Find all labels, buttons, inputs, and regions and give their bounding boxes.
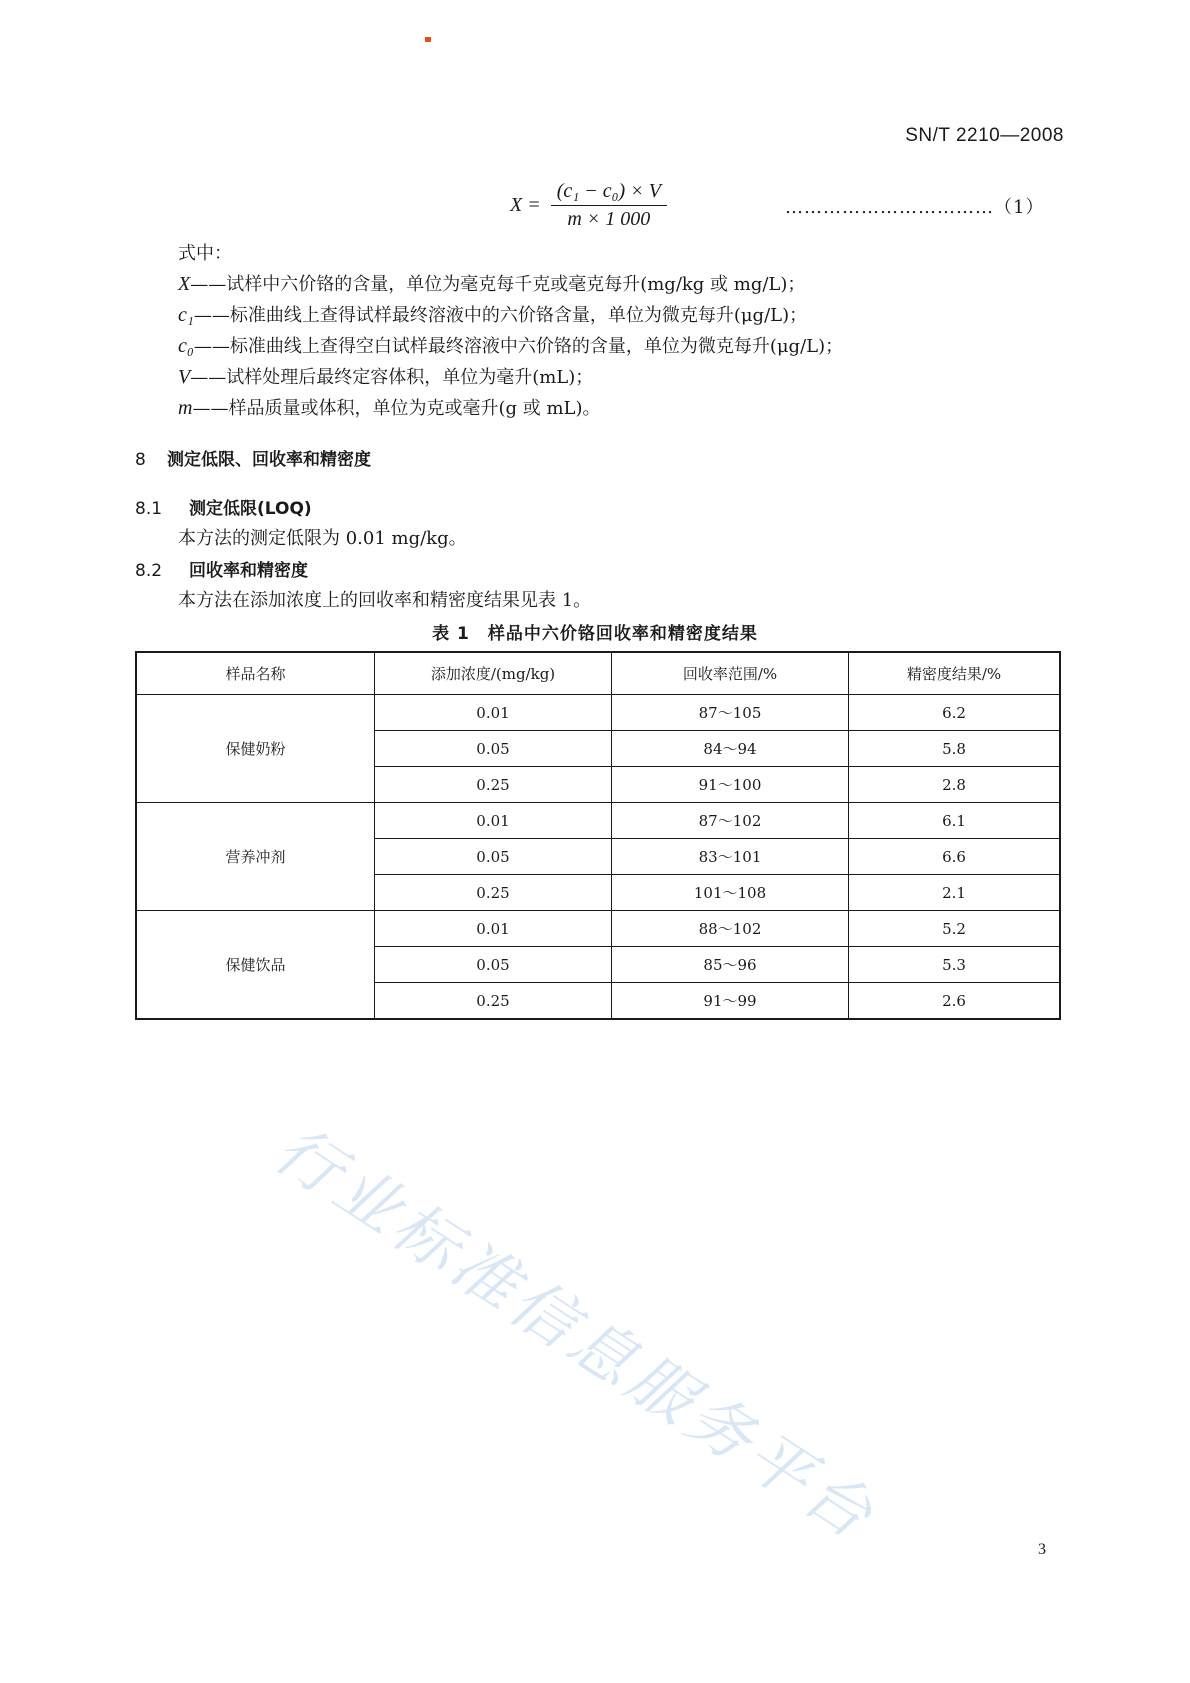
formula [510,180,667,231]
table-cell: 6.1 [849,803,1061,839]
subsection-heading: 8.2 回收率和精密度 [135,561,308,581]
table-cell: 87～105 [612,695,849,731]
table-cell: 0.25 [375,983,612,1020]
table-cell: 84～94 [612,731,849,767]
standard-number: SN/T 2210—2008 [905,125,1064,146]
table-cell: 0.25 [375,767,612,803]
corner-mark [425,37,431,42]
sample-name-cell: 保健奶粉 [136,695,375,803]
subsection-body: 本方法的测定低限为 0.01 mg/kg。 [178,528,467,549]
definition-item: V——试样处理后最终定容体积，单位为毫升(mL)； [178,366,594,388]
table-cell: 6.6 [849,839,1061,875]
results-table [135,651,1061,1020]
table-cell: 0.25 [375,875,612,911]
table-cell: 0.01 [375,695,612,731]
page-number: 3 [1038,1541,1046,1558]
table-row [136,911,1060,947]
table-cell: 2.1 [849,875,1061,911]
definition-item: c₁——标准曲线上查得试样最终溶液中的六价铬含量，单位为微克每升(μg/L)； [178,304,808,326]
equation-number: ……………………………（1） [785,197,1045,218]
section-heading: 8 测定低限、回收率和精密度 [135,450,371,470]
table-row [136,803,1060,839]
table-cell: 0.05 [375,839,612,875]
formula-lhs: X = [510,194,541,216]
column-header: 样品名称 [136,652,375,695]
table-cell: 88～102 [612,911,849,947]
table-cell: 2.6 [849,983,1061,1020]
table-cell: 91～99 [612,983,849,1020]
formula-fraction [551,180,667,231]
table-cell: 0.05 [375,731,612,767]
table-cell: 0.01 [375,911,612,947]
table-cell: 87～102 [612,803,849,839]
formula-denominator: m × 1 000 [567,208,651,230]
table-cell: 5.8 [849,731,1061,767]
table-cell: 101～108 [612,875,849,911]
table-caption: 表 1 样品中六价铬回收率和精密度结果 [432,624,758,644]
table-cell: 85～96 [612,947,849,983]
table-cell: 5.3 [849,947,1061,983]
definitions-intro: 式中： [178,243,232,264]
table-cell: 91～100 [612,767,849,803]
subsection-heading: 8.1 测定低限(LOQ) [135,499,312,519]
definition-item: c₀——标准曲线上查得空白试样最终溶液中六价铬的含量，单位为微克每升(μg/L)； [178,335,844,357]
table-cell: 2.8 [849,767,1061,803]
column-header: 添加浓度/(mg/kg) [375,652,612,695]
table-cell: 5.2 [849,911,1061,947]
table-row [136,695,1060,731]
watermark: 行业标准信息服务平台 [261,1112,889,1556]
column-header: 回收率范围/% [612,652,849,695]
definitions [178,238,843,424]
table-header-row [136,652,1060,695]
definition-item: X——试样中六价铬的含量，单位为毫克每千克或毫克每升(mg/kg 或 mg/L)； [178,273,806,295]
definition-item: m——样品质量或体积，单位为克或毫升(g 或 mL)。 [178,397,601,419]
column-header: 精密度结果/% [849,652,1061,695]
table-cell: 83～101 [612,839,849,875]
subsection-body: 本方法在添加浓度上的回收率和精密度结果见表 1。 [178,590,592,611]
table-cell: 0.01 [375,803,612,839]
sample-name-cell: 保健饮品 [136,911,375,1020]
sample-name-cell: 营养冲剂 [136,803,375,911]
table-cell: 0.05 [375,947,612,983]
formula-numerator: (c₁ − c₀) × V [551,180,667,206]
table-cell: 6.2 [849,695,1061,731]
